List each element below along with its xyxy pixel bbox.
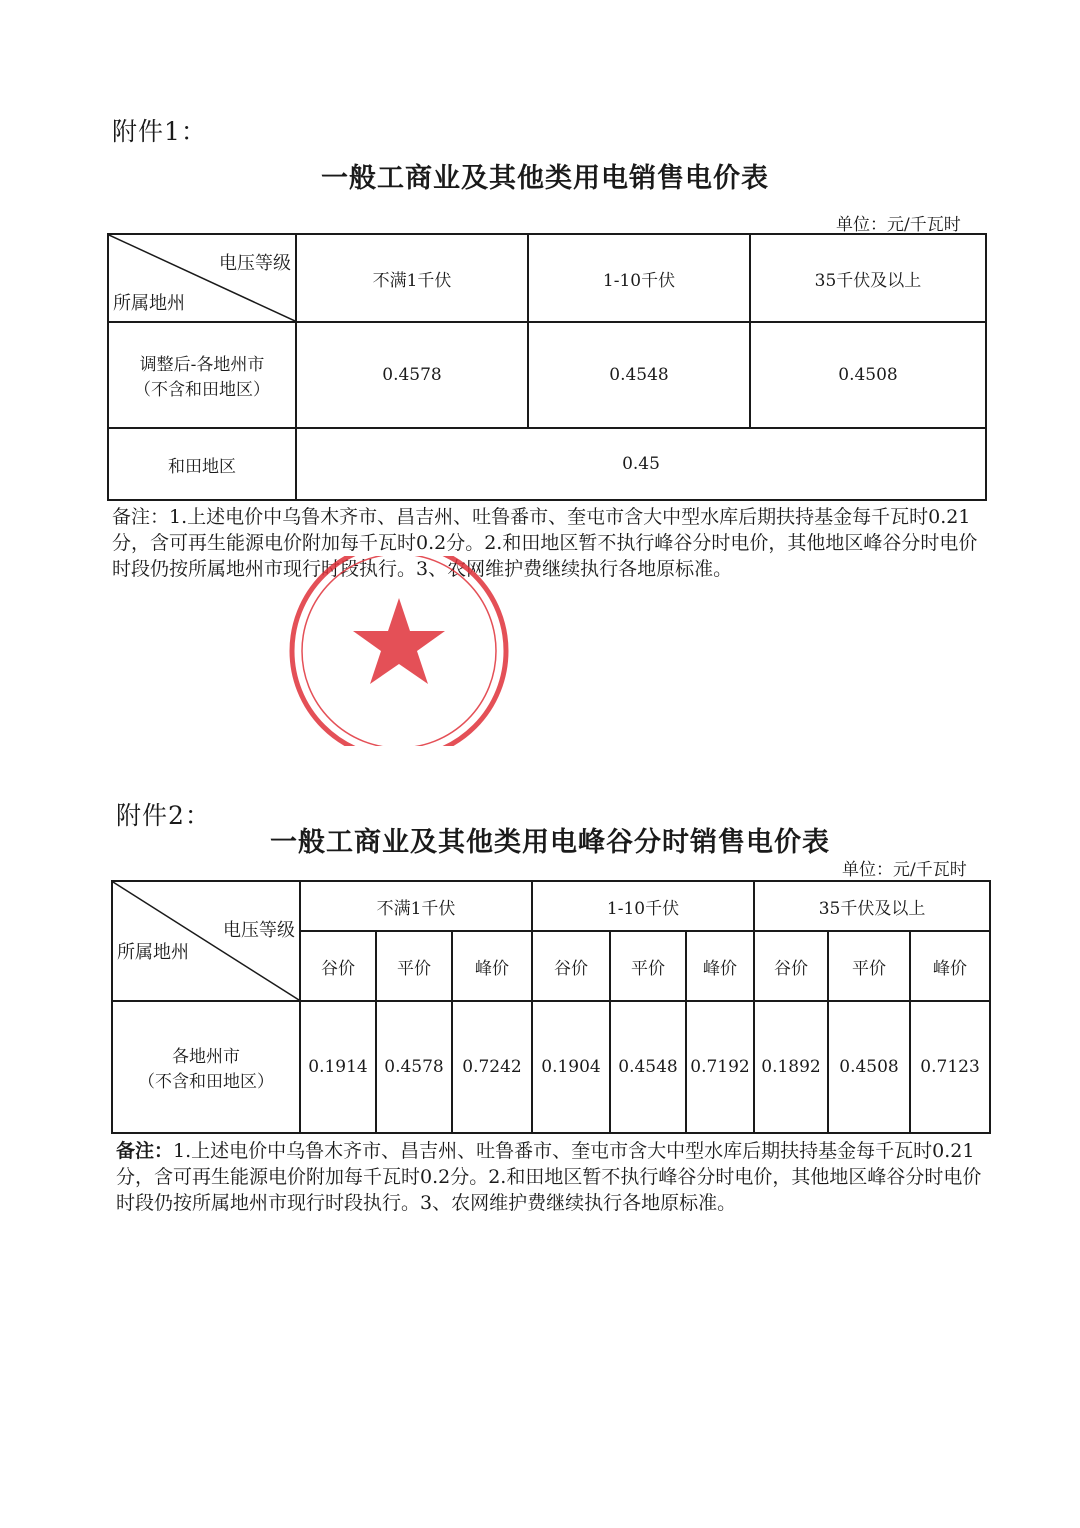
table-2-cell: 0.7192: [686, 1001, 754, 1133]
table-1-header: 不满1千伏: [296, 234, 528, 322]
attachment-1-unit: 单位：元/千瓦时: [836, 215, 961, 235]
table-2-subheader: 谷价: [754, 931, 828, 1001]
table-1-row-name-line: （不含和田地区）: [134, 380, 270, 400]
table-2-subheader: 平价: [828, 931, 910, 1001]
table-2-subheader: 平价: [376, 931, 452, 1001]
table-2-corner-top: 电压等级: [223, 920, 295, 941]
attachment-1-label: 附件1：: [112, 117, 207, 146]
table-2-subheader: 谷价: [532, 931, 610, 1001]
price-table-1: [107, 233, 987, 501]
attachment-2-note-prefix: 备注：: [116, 1140, 174, 1162]
table-2-cell: 0.7123: [910, 1001, 990, 1133]
table-2-cell: 0.7242: [452, 1001, 532, 1133]
table-2-subheader: 平价: [610, 931, 686, 1001]
table-1-header: 35千伏及以上: [750, 234, 986, 322]
table-2-cell: 0.1892: [754, 1001, 828, 1133]
table-1-corner-bottom: 所属地州: [113, 293, 185, 314]
table-1-cell: 0.4548: [528, 322, 750, 428]
attachment-2-label: 附件2：: [116, 801, 211, 830]
table-2-header: 1-10千伏: [532, 881, 754, 931]
table-2-corner-bottom: 所属地州: [117, 942, 189, 963]
attachment-1-title: 一般工商业及其他类用电销售电价表: [321, 163, 769, 194]
table-1-corner-cell: [108, 234, 296, 322]
table-1-row-name: 和田地区: [108, 428, 296, 500]
table-1-cell: 0.4508: [750, 322, 986, 428]
table-2-cell: 0.1914: [300, 1001, 376, 1133]
table-2-cell: 0.4548: [610, 1001, 686, 1133]
table-1-row-name: [108, 322, 296, 428]
price-table-2: [111, 880, 991, 1134]
attachment-2-note-text: 1.上述电价中乌鲁木齐市、昌吉州、吐鲁番市、奎屯市含大中型水库后期扶持基金每千瓦时0.21分，含可再生能源电价附加每千瓦时0.2分。2.和田地区暂不执行峰谷分时电价，其他地区峰谷分时电价时段仍按所属地州市现行时段执行。3、农网维护费继续执行各地原标准。: [116, 1140, 982, 1214]
attachment-1-note: 备注：1.上述电价中乌鲁木齐市、昌吉州、吐鲁番市、奎屯市含大中型水库后期扶持基金每千瓦时0.21分，含可再生能源电价附加每千瓦时0.2分。2.和田地区暂不执行峰谷分时电价，其他地区峰谷分时电价时段仍按所属地州市现行时段执行。3、农网维护费继续执行各地原标准。: [112, 506, 978, 580]
table-2-subheader: 峰价: [686, 931, 754, 1001]
table-2-header: 35千伏及以上: [754, 881, 990, 931]
table-1-corner-top: 电压等级: [219, 253, 291, 274]
table-2-row-name: [112, 1001, 300, 1133]
table-2-cell: 0.1904: [532, 1001, 610, 1133]
table-2-header: 不满1千伏: [300, 881, 532, 931]
table-2-cell: 0.4578: [376, 1001, 452, 1133]
attachment-2-title: 一般工商业及其他类用电峰谷分时销售电价表: [270, 827, 830, 858]
table-2-cell: 0.4508: [828, 1001, 910, 1133]
table-2-row-name-line: 各地州市: [172, 1047, 240, 1067]
table-2-subheader: 峰价: [452, 931, 532, 1001]
attachment-2-note: [116, 1138, 982, 1216]
table-1-cell: 0.45: [296, 428, 986, 500]
table-1-row-name-line: 调整后-各地州市: [139, 355, 265, 375]
table-2-subheader: 峰价: [910, 931, 990, 1001]
table-2-corner-cell: [112, 881, 300, 1001]
official-seal-stamp: [282, 556, 516, 746]
table-1-header: 1-10千伏: [528, 234, 750, 322]
attachment-2-unit: 单位：元/千瓦时: [842, 860, 967, 880]
table-1-cell: 0.4578: [296, 322, 528, 428]
table-2-subheader: 谷价: [300, 931, 376, 1001]
table-2-row-name-line: （不含和田地区）: [138, 1072, 274, 1092]
